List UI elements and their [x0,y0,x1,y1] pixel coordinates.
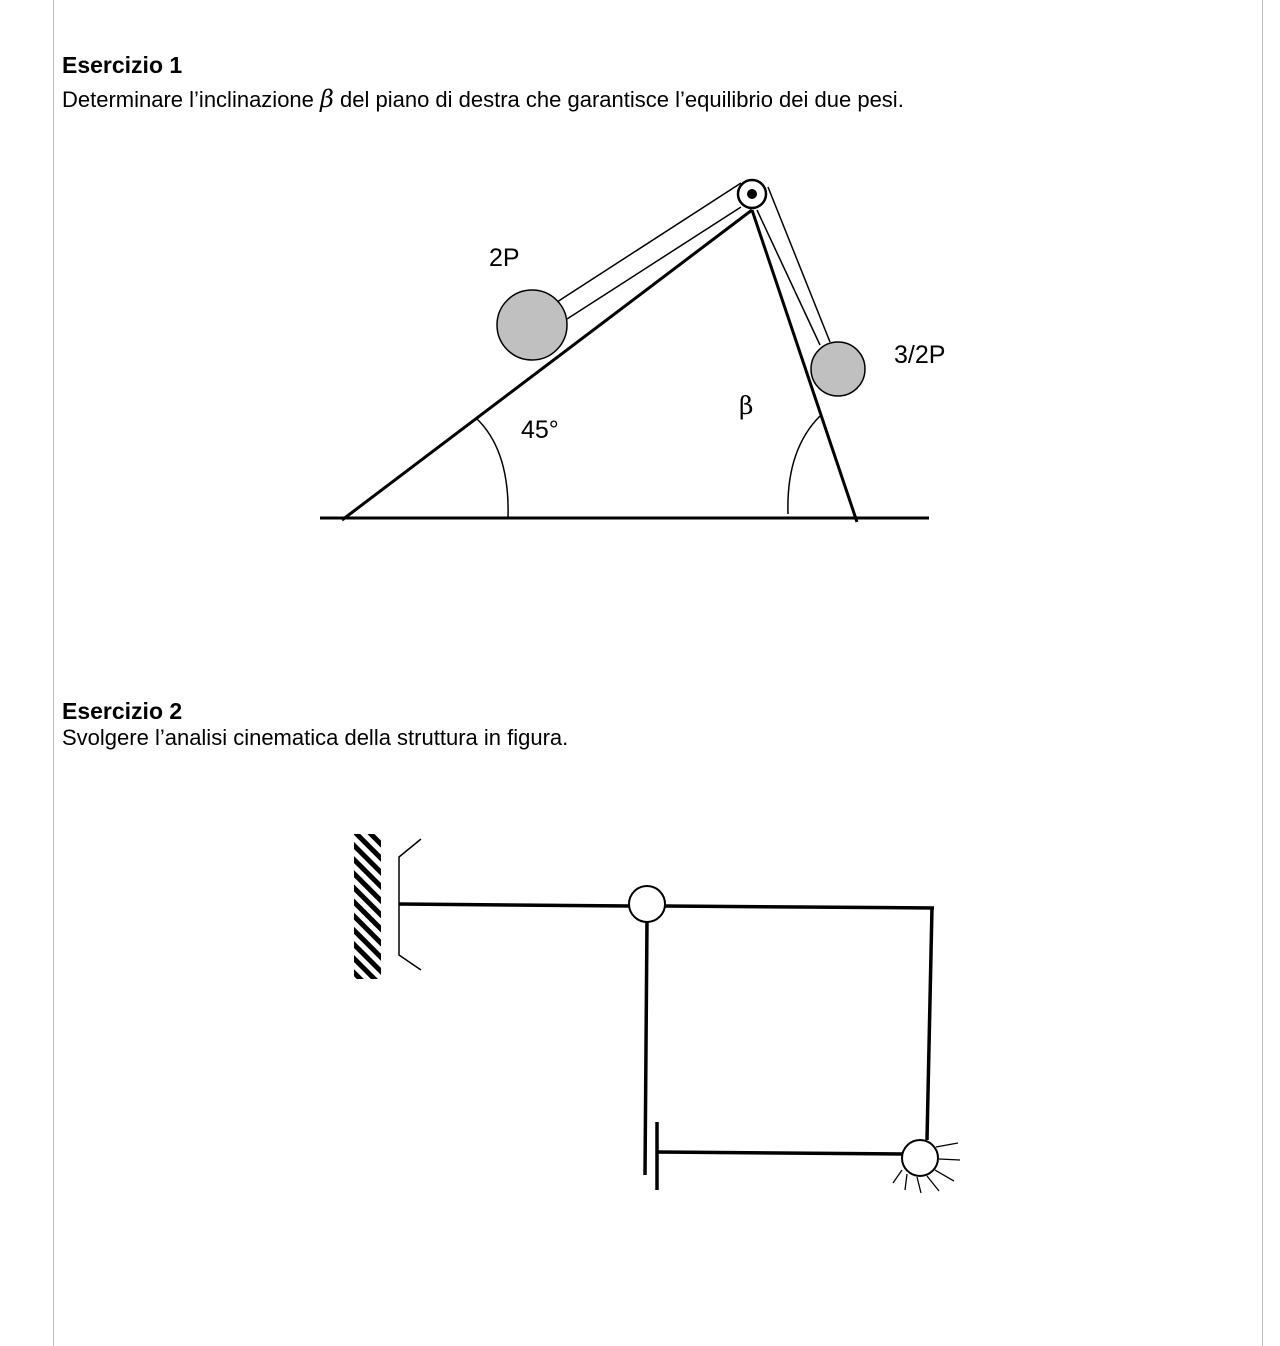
exercise-2-title: Esercizio 2 [62,698,183,724]
top-beam-right [664,906,934,908]
weight-left-label: 2P [489,244,520,272]
top-beam-left [399,904,630,906]
angle-left-label: 45° [521,416,559,444]
internal-hinge-icon [629,886,665,922]
beta-symbol: β [320,85,334,113]
exercise-1-text-after: del piano di destra che garantisce l’equilibrio dei due pesi. [333,87,904,112]
exercise-1-title: Esercizio 1 [62,52,183,78]
angle-right-label: β [739,391,754,420]
right-column [927,907,932,1140]
pin-support-icon [902,1140,938,1176]
inner-column [645,920,647,1175]
exercise-1-text-before: Determinare l’inclinazione [62,87,321,112]
bottom-beam [657,1152,903,1154]
exercise-2-text: Svolgere l’analisi cinematica della struttura in figura. [62,725,569,750]
weight-right-label: 3/2P [894,341,946,369]
hatched-wall [354,834,381,979]
